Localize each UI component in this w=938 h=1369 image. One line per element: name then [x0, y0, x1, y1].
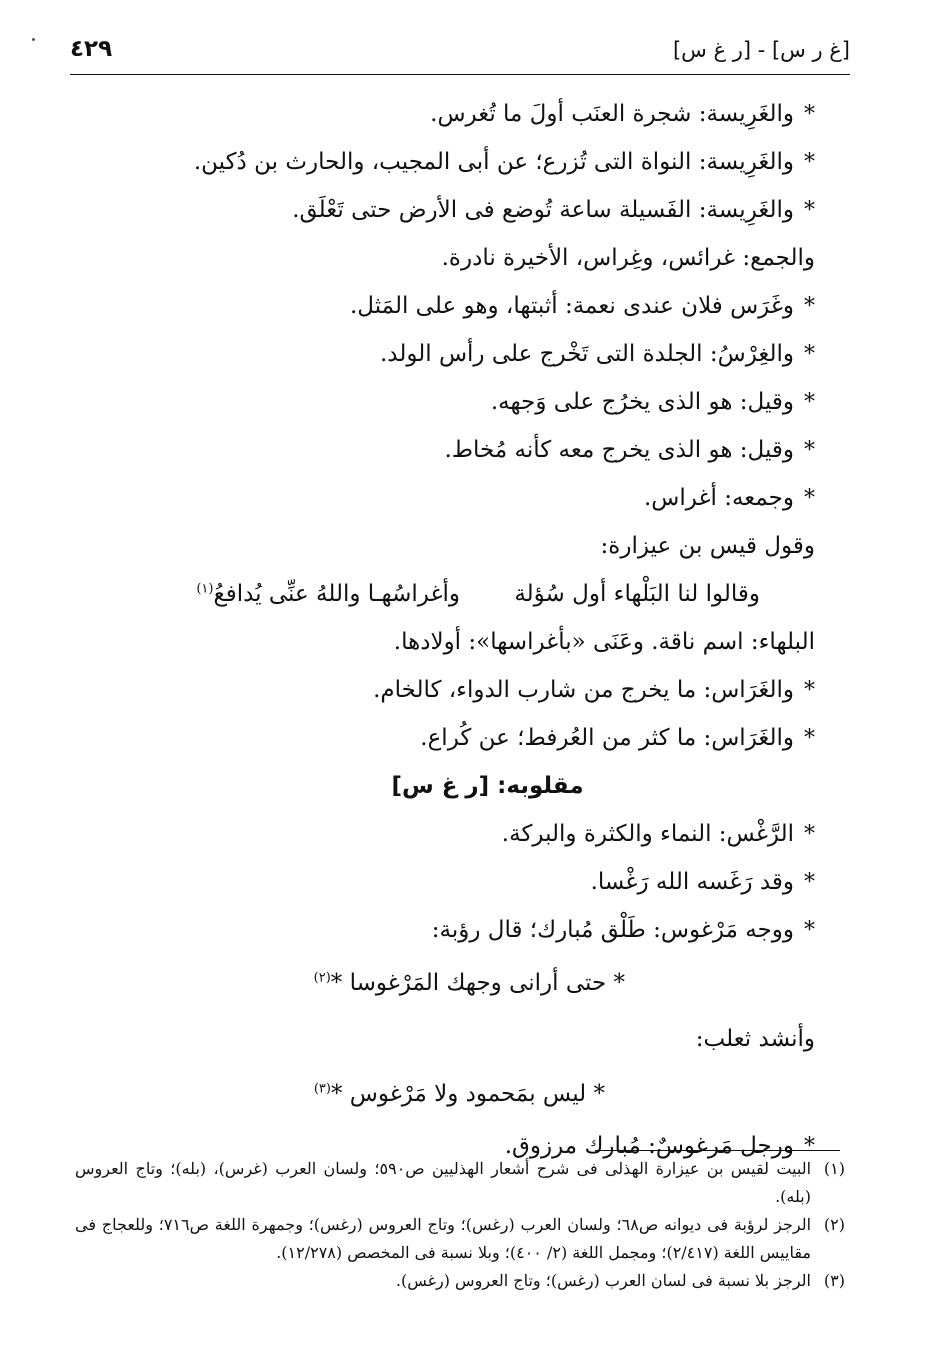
footnote-number: (١): [823, 1159, 845, 1178]
footnote-separator: [595, 1150, 840, 1151]
asterisk-marker: *: [804, 822, 815, 847]
asterisk-marker: *: [804, 870, 815, 895]
verse-first-hemistich: وقالوا لنا البَلْهاء أول سُؤلة: [514, 581, 760, 607]
line-text: والغَرِيسة: النواة التى تُزرع؛ عن أبى المجيب، والحارث بن دُكين.: [193, 149, 794, 175]
page-number: ٤٢٩: [70, 36, 113, 62]
line-text: وقد رَغَسه الله رَغْسا.: [590, 869, 794, 895]
asterisk-marker: *: [804, 486, 815, 511]
text-line: [60, 906, 815, 954]
line-text: والغَرَاس: ما كثر من العُرفط؛ عن كُراع.: [420, 725, 794, 751]
line-text: ورجل مَرغوسٌ: مُبارك مرزوق.: [504, 1133, 794, 1159]
text-line: [60, 186, 815, 234]
text-line: [60, 330, 815, 378]
text-line: [60, 282, 815, 330]
line-text: والغَرِيسة: شجرة العنَب أولَ ما تُغرس.: [430, 101, 794, 127]
text-line: [60, 810, 815, 858]
footnote: [75, 1211, 845, 1267]
running-header: [70, 30, 850, 75]
scan-speck: [32, 38, 35, 41]
text-line: [60, 522, 815, 570]
line-text: وقيل: هو الذى يخرج معه كأنه مُخاط.: [444, 437, 794, 463]
line-text: وقول قيس بن عيزارة:: [600, 533, 815, 559]
footnotes: [75, 1155, 845, 1295]
footnote-ref: (١): [196, 581, 214, 597]
text-line: [60, 714, 815, 762]
text-line: [60, 858, 815, 906]
line-text: وغَرَس فلان عندى نعمة: أثبتها، وهو على المَثل.: [350, 293, 794, 319]
text-line: [60, 234, 815, 282]
line-text: والغَرِيسة: الفَسيلة ساعة تُوضع فى الأرض حتى تَعْلَق.: [292, 197, 794, 223]
asterisk-marker: *: [804, 918, 815, 943]
asterisk-marker: *: [804, 342, 815, 367]
asterisk-marker: *: [804, 294, 815, 319]
line-text: والجمع: غرائس، وغِراس، الأخيرة نادرة.: [441, 245, 815, 271]
rajaz-verse: [60, 1066, 815, 1122]
verse-second-text: وأغراسُهـا واللهُ عنِّى يُدافعُ: [213, 581, 460, 607]
line-text: وأنشد ثعلب:: [695, 1026, 815, 1052]
verse-text: * حتى أرانى وجهك المَرْغوسا *: [330, 970, 625, 996]
text-line: [60, 378, 815, 426]
poem-verse: [60, 570, 815, 618]
asterisk-marker: *: [804, 678, 815, 703]
asterisk-marker: *: [804, 150, 815, 175]
verse-second-hemistich: [130, 570, 460, 618]
asterisk-marker: *: [804, 390, 815, 415]
asterisk-marker: *: [804, 102, 815, 127]
line-text: والغَرَاس: ما يخرج من شارب الدواء، كالخام.: [373, 677, 794, 703]
text-line: [60, 666, 815, 714]
footnote: [75, 1155, 845, 1211]
line-text: والغِرْسُ: الجلدة التى تَخْرج على رأس الولد.: [379, 341, 794, 367]
verse-text: * ليس بمَحمود ولا مَرْغوس *: [330, 1081, 605, 1107]
footnote-ref: (٢): [313, 970, 331, 986]
asterisk-marker: *: [804, 1134, 815, 1159]
text-line: [60, 474, 815, 522]
line-text: الرَّغْس: النماء والكثرة والبركة.: [501, 821, 794, 847]
line-text: وقيل: هو الذى يخرُج على وَجهه.: [490, 389, 794, 415]
footnote-number: (٢): [823, 1215, 845, 1234]
text-line: [60, 618, 815, 666]
footnote-text: الرجز بلا نسبة فى لسان العرب (رغس)؛ وتاج العروس (رغس).: [395, 1271, 811, 1290]
section-heading: مقلوبه: [ر غ س]: [391, 773, 584, 799]
footnote-number: (٣): [823, 1271, 845, 1290]
line-text: ووجه مَرْغوس: طَلْق مُبارك؛ قال رؤبة:: [431, 917, 794, 943]
rajaz-verse: [60, 954, 815, 1012]
footnote-text: البيت لقيس بن عيزارة الهذلى فى شرح أشعار الهذليين ص٥٩٠؛ ولسان العرب (غرس)، (بله)؛ وتاج العروس (بله).: [75, 1159, 812, 1206]
main-text: [60, 90, 815, 1170]
asterisk-marker: *: [804, 438, 815, 463]
line-text: وجمعه: أغراس.: [644, 485, 794, 511]
text-line: [60, 90, 815, 138]
text-line: [60, 426, 815, 474]
footnote: [75, 1267, 845, 1295]
text-line: [60, 138, 815, 186]
footnote-text: الرجز لرؤبة فى ديوانه ص٦٨؛ ولسان العرب (رغس)؛ وتاج العروس (رغس)؛ وجمهرة اللغة ص٧١٦؛ وللعجاج فى مقاييس اللغة (٢/٤١٧)؛ ومجمل اللغة (٢/ ٤٠٠)؛ وبلا نسبة فى المخصص (١٢/٢٧٨).: [75, 1215, 812, 1262]
asterisk-marker: *: [804, 726, 815, 751]
line-text: البلهاء: اسم ناقة. وعَنَى «بأغراسها»: أولادها.: [393, 629, 815, 655]
asterisk-marker: *: [804, 198, 815, 223]
header-title: [غ ر س] - [ر غ س]: [672, 38, 850, 62]
footnote-ref: (٣): [313, 1081, 331, 1097]
text-line: [60, 1012, 815, 1066]
